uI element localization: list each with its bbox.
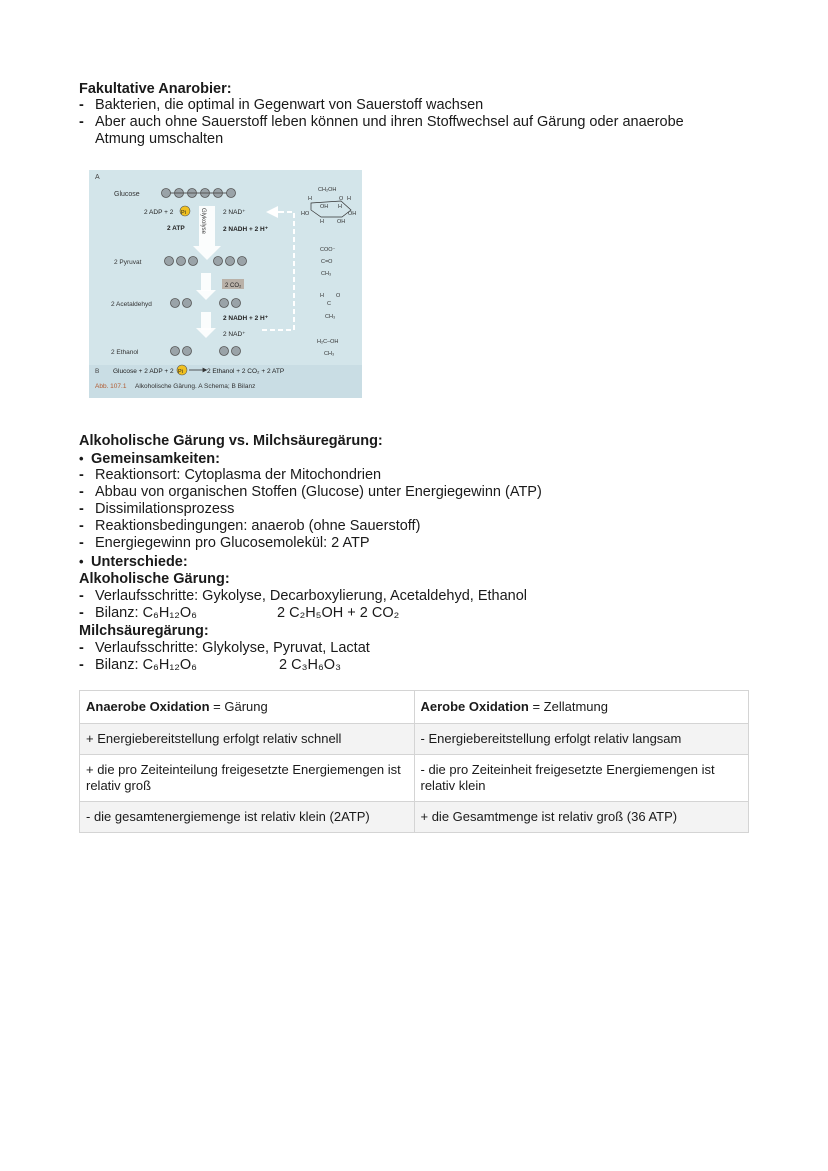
list-item: - Aber auch ohne Sauerstoff leben können und ihren Stoffwechsel auf Gärung oder anaerobe [79, 114, 684, 130]
svg-text:HO: HO [301, 211, 310, 217]
table-header-cell: Anaerobe Oxidation = Gärung [80, 691, 415, 724]
list-item: - Bakterien, die optimal in Gegenwart von Sauerstoff wachsen [79, 97, 484, 113]
figure-label-b: B [95, 368, 100, 375]
svg-text:Pi: Pi [178, 369, 183, 375]
subheading-gemeinsamkeiten: • Gemeinsamkeiten: [79, 451, 220, 467]
svg-text:CH₃: CH₃ [324, 351, 335, 357]
svg-text:OH: OH [320, 204, 329, 210]
svg-text:H: H [338, 204, 342, 210]
alc-bilanz: - Bilanz: C₆H₁₂O₆ 2 C₂H₅OH + 2 CO₂ [79, 605, 400, 621]
figure-caption: Alkoholische Gärung. A Schema; B Bilanz [135, 383, 256, 390]
bilanz-left: Glucose + 2 ADP + 2 [113, 368, 174, 375]
svg-text:O: O [336, 293, 341, 299]
list-item: - Energiegewinn pro Glucosemolekül: 2 ATP [79, 535, 370, 551]
milch-bilanz: - Bilanz: C₆H₁₂O₆ 2 C₃H₆O₃ [79, 657, 341, 673]
pyruvat-label: 2 Pyruvat [114, 259, 142, 266]
table-row [80, 724, 749, 755]
comparison-table [79, 690, 749, 833]
svg-text:COO⁻: COO⁻ [320, 247, 336, 253]
table-header-cell: Aerobe Oxidation = Zellatmung [414, 691, 749, 724]
table-cell: + die Gesamtmenge ist relativ groß (36 ATP) [414, 802, 749, 833]
list-item: - Reaktionsbedingungen: anaerob (ohne Sauerstoff) [79, 518, 421, 534]
nadh2-label: 2 NADH + 2 H⁺ [223, 315, 269, 322]
heading-milchsaeuregaerung: Milchsäuregärung: [79, 623, 209, 639]
table-row [80, 802, 749, 833]
alcoholic-fermentation-figure [89, 170, 362, 398]
caption-number: Abb. 107.1 [95, 383, 127, 390]
acetaldehyd-label: 2 Acetaldehyd [111, 301, 152, 308]
bilanz-right: 2 Ethanol + 2 CO₂ + 2 ATP [207, 368, 285, 375]
figure-label-a: A [95, 174, 100, 181]
svg-text:H: H [320, 293, 324, 299]
nadh-label: 2 NADH + 2 H⁺ [223, 226, 269, 233]
list-item-continuation: Atmung umschalten [95, 131, 224, 147]
table-row [80, 755, 749, 802]
svg-text:OH: OH [337, 219, 346, 225]
atp-label: 2 ATP [167, 225, 185, 232]
svg-text:C=O: C=O [321, 259, 333, 265]
table-header-row [80, 691, 749, 724]
svg-text:O: O [339, 196, 344, 202]
co2-label: 2 CO₂ [225, 283, 242, 289]
svg-text:H: H [308, 196, 312, 202]
list-item: - Verlaufsschritte: Glykolyse, Pyruvat, Lactat [79, 640, 370, 656]
table-cell: + Energiebereitstellung erfolgt relativ schnell [80, 724, 415, 755]
svg-text:H: H [320, 219, 324, 225]
heading-alkoholische-gaerung: Alkoholische Gärung: [79, 571, 230, 587]
subheading-unterschiede: • Unterschiede: [79, 554, 188, 570]
nad-label: 2 NAD⁺ [223, 209, 246, 216]
nad2-label: 2 NAD⁺ [223, 331, 246, 338]
svg-text:H: H [347, 196, 351, 202]
heading-fakultative-anarobier: Fakultative Anarobier: [79, 81, 232, 97]
list-item: - Verlaufsschritte: Gykolyse, Decarboxylierung, Acetaldehyd, Ethanol [79, 588, 528, 604]
table-cell: - die gesamtenergiemenge ist relativ klein (2ATP) [80, 802, 415, 833]
list-item: - Dissimilationsprozess [79, 501, 235, 517]
svg-text:C: C [327, 301, 331, 307]
table-cell: + die pro Zeiteinteilung freigesetzte Energiemengen ist relativ groß [80, 755, 415, 802]
pi-label: Pi [181, 210, 186, 216]
adp-label: 2 ADP + 2 [144, 209, 174, 216]
svg-text:CH₂OH: CH₂OH [318, 187, 337, 193]
glucose-label: Glucose [114, 191, 140, 198]
svg-text:H₂C–OH: H₂C–OH [317, 339, 339, 345]
list-item: - Reaktionsort: Cytoplasma der Mitochondrien [79, 467, 382, 483]
table-cell: - die pro Zeiteinheit freigesetzte Energiemengen ist relativ klein [414, 755, 749, 802]
table-cell: - Energiebereitstellung erfolgt relativ langsam [414, 724, 749, 755]
list-item: - Abbau von organischen Stoffen (Glucose) unter Energiegewinn (ATP) [79, 484, 542, 500]
svg-text:CH₃: CH₃ [325, 314, 336, 320]
svg-text:OH: OH [348, 211, 357, 217]
svg-text:CH₃: CH₃ [321, 271, 332, 277]
heading-comparison: Alkoholische Gärung vs. Milchsäuregärung: [79, 433, 383, 449]
glykolyse-label: Glykolyse [200, 208, 206, 235]
ethanol-label: 2 Ethanol [111, 349, 139, 356]
